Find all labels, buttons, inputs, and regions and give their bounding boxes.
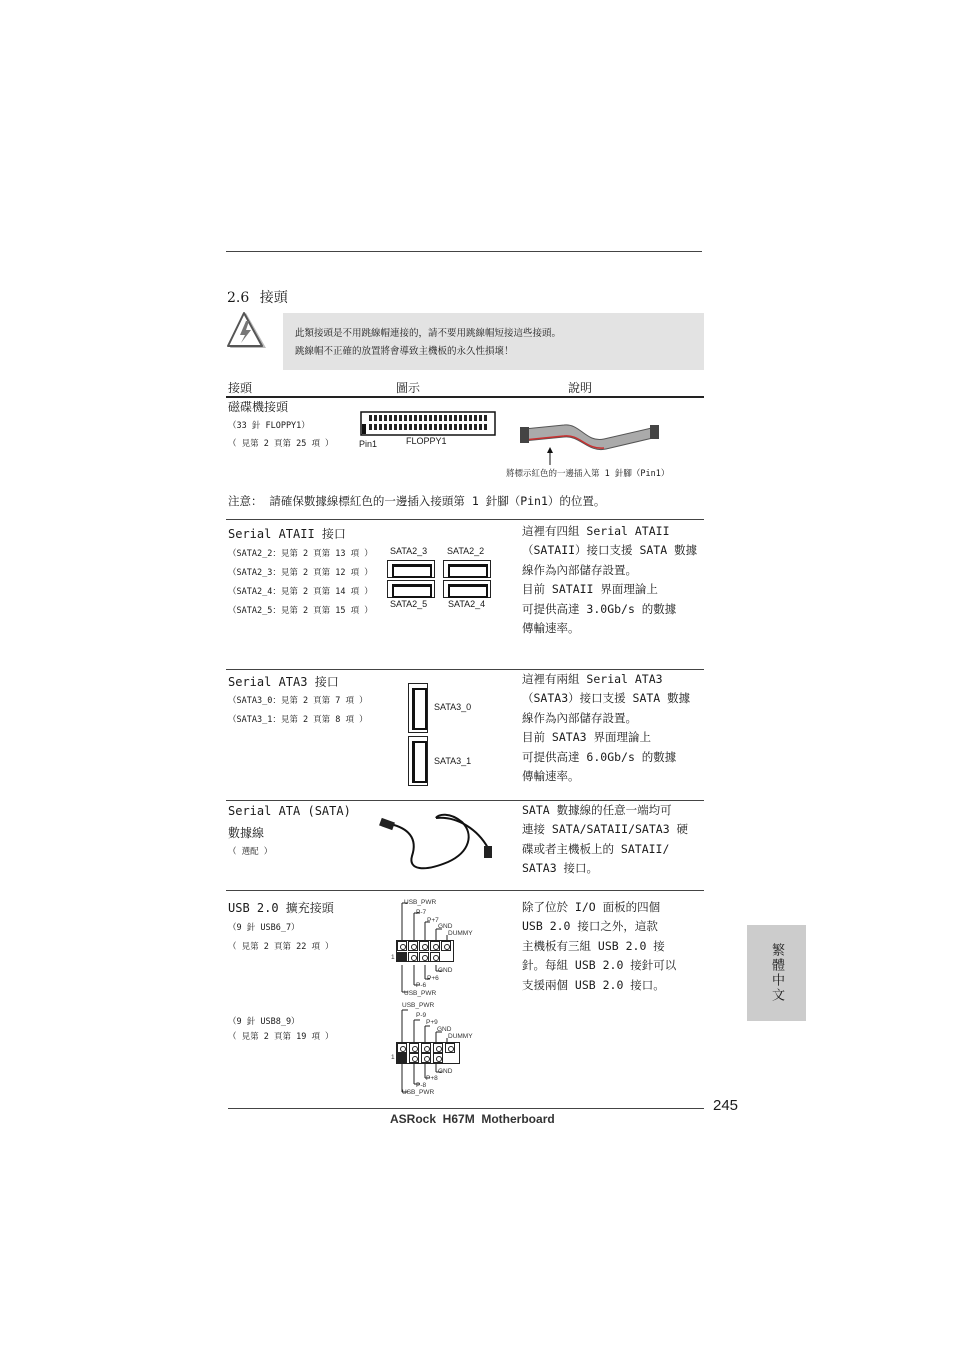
sata2-2-port	[443, 560, 491, 578]
warning-line-2: 跳線帽不正確的放置將會導致主機板的永久性損壞！	[295, 346, 514, 357]
usb6-7-pin	[419, 952, 429, 962]
header-connector: 接頭	[228, 381, 253, 395]
header-rule	[226, 396, 704, 398]
usb8-9-header-diagram	[390, 998, 500, 1102]
warning-box	[283, 313, 704, 370]
sata3-description: 這裡有兩組 Serial ATA3 （SATA3）接口支援 SATA 數據 線作為內部儲存設置。 目前 SATA3 界面理論上 可提供高達 6.0Gb/s 的數據 傳輸速率。	[522, 672, 691, 784]
sata-cable-description: SATA 數據線的任意一端均可 連接 SATA/SATAII/SATA3 硬 碟或者主機板上的 SATAII/ SATA3 接口。	[522, 803, 689, 876]
floppy-title: 磁碟機接頭	[228, 400, 289, 414]
usb8-9-top-label: P+9	[426, 1019, 438, 1026]
page-number: 245	[713, 1097, 739, 1114]
floppy-connector-label: FLOPPY1	[406, 436, 447, 446]
header-figure: 圖示	[396, 381, 421, 395]
sata-cable-image	[378, 810, 496, 872]
sata3-0-label: SATA3_0	[434, 702, 472, 712]
sata-cable-title-2: 數據線	[228, 826, 265, 840]
sataii-sub-1: （SATA2_2：見第 2 頁第 13 項 ）	[228, 549, 373, 559]
usb8-9-pin	[409, 1053, 419, 1063]
usb6-7-bottom-label: USB_PWR	[404, 990, 437, 997]
usb6-7-pin	[419, 941, 429, 951]
sataii-sub-4: （SATA2_5：見第 2 頁第 15 項 ）	[228, 606, 373, 616]
usb8-9-top-label: DUMMY	[448, 1033, 473, 1040]
sata3-1-label: SATA3_1	[434, 756, 472, 766]
usb6-7-top-label: P-7	[416, 909, 427, 916]
usb8-9-pin	[433, 1053, 443, 1063]
sata2-3-label: SATA2_3	[390, 546, 428, 556]
sata2-4-port	[443, 580, 491, 598]
usb8-9-bottom-label: USB_PWR	[402, 1089, 435, 1096]
sata3-0-port	[408, 683, 428, 733]
floppy-sub-1: （33 針 FLOPPY1）	[228, 421, 310, 431]
usb8-9-pin	[445, 1043, 455, 1053]
sata2-2-label: SATA2_2	[447, 546, 485, 556]
floppy-pin1-label: Pin1	[359, 439, 378, 449]
footer-product: ASRock H67M Motherboard	[390, 1112, 555, 1126]
language-side-tab	[747, 925, 806, 1021]
usb6-7-pin	[430, 952, 440, 962]
usb6-7-pin	[408, 952, 418, 962]
sata2-4-label: SATA2_4	[448, 599, 486, 609]
usb6-7-header-diagram	[390, 895, 500, 1005]
language-side-tab-label: 繁體中文	[769, 943, 784, 1003]
warning-line-1: 此類接頭是不用跳線帽連接的，請不要用跳線帽短接這些接頭。	[295, 328, 562, 339]
usb8-9-pin	[421, 1053, 431, 1063]
usb-sub-3: （9 針 USB8_9）	[228, 1017, 300, 1027]
floppy-sub-2: （ 見第 2 頁第 25 項 ）	[228, 439, 334, 449]
sataii-sub-3: （SATA2_4：見第 2 頁第 14 項 ）	[228, 587, 373, 597]
usb-sub-4: （ 見第 2 頁第 19 項 ）	[228, 1032, 334, 1042]
usb8-9-pin	[397, 1053, 407, 1063]
usb-description: 除了位於 I/O 面板的四個 USB 2.0 接口之外，這款 主機板有三組 USB 2.0 接 針。每組 USB 2.0 接針可以 支援兩個 USB 2.0 接口。	[522, 900, 677, 992]
usb-rule	[226, 890, 704, 891]
usb6-7-pin	[408, 941, 418, 951]
section-number: 2.6	[227, 290, 250, 306]
usb6-7-bottom-label: P-6	[416, 982, 427, 989]
section-title: 接頭	[259, 290, 288, 306]
floppy-note: 注意： 請確保數據線標紅色的一邊插入接頭第 1 針腳（Pin1）的位置。	[228, 494, 606, 508]
usb-sub-1: （9 針 USB6_7）	[228, 923, 300, 933]
usb6-7-bottom-label: P+6	[427, 975, 439, 982]
usb8-9-bottom-label: P-8	[416, 1082, 427, 1089]
usb6-7-top-label: USB_PWR	[404, 899, 437, 906]
usb8-9-top-label: GND	[437, 1026, 452, 1033]
usb6-7-pin	[397, 941, 407, 951]
usb6-7-pin	[397, 952, 407, 962]
sata2-5-port	[387, 580, 435, 598]
sataii-rule	[226, 519, 704, 520]
usb8-9-pin	[421, 1043, 431, 1053]
usb6-7-top-label: P+7	[427, 917, 439, 924]
usb8-9-top-label: P-9	[416, 1012, 427, 1019]
sata-cable-title-1: Serial ATA (SATA)	[228, 804, 351, 818]
usb8-9-bottom-label: GND	[438, 1068, 453, 1075]
sataii-description: 這裡有四組 Serial ATAII （SATAII）接口支援 SATA 數據 線作為內部儲存設置。 目前 SATAII 界面理論上 可提供高達 3.0Gb/s 的數據 傳輸速率。	[522, 524, 698, 636]
warning-icon	[226, 311, 270, 351]
usb8-9-pin	[397, 1043, 407, 1053]
usb8-9-pin	[433, 1043, 443, 1053]
usb6-7-pin	[430, 941, 440, 951]
floppy-cable-image	[520, 417, 660, 467]
sata3-sub-1: （SATA3_0：見第 2 頁第 7 項 ）	[228, 696, 368, 706]
sata-cable-sub: （ 選配 ）	[228, 847, 273, 857]
section-heading	[227, 287, 288, 307]
usb-sub-2: （ 見第 2 頁第 22 項 ）	[228, 942, 334, 952]
usb6-7-top-label: GND	[438, 923, 453, 930]
usb8-9-pin	[409, 1043, 419, 1053]
sata2-5-label: SATA2_5	[390, 599, 428, 609]
usb8-9-top-label: USB_PWR	[402, 1002, 435, 1009]
usb6-7-pin1-label: 1	[391, 954, 395, 961]
floppy-cable-caption: 將標示紅色的一邊插入第 1 針腳（Pin1）	[506, 469, 670, 479]
sata3-title: Serial ATA3 接口	[228, 675, 339, 689]
usb6-7-pin	[441, 941, 451, 951]
usb8-9-bottom-label: P+8	[426, 1075, 438, 1082]
top-rule	[226, 251, 702, 252]
sataii-sub-2: （SATA2_3：見第 2 頁第 12 項 ）	[228, 568, 373, 578]
usb8-9-pin1-label: 1	[391, 1054, 395, 1061]
header-description: 說明	[568, 381, 593, 395]
usb6-7-bottom-label: GND	[438, 967, 453, 974]
usb-title: USB 2.0 擴充接頭	[228, 901, 334, 915]
sata3-sub-2: （SATA3_1：見第 2 頁第 8 項 ）	[228, 715, 368, 725]
sata2-3-port	[387, 560, 435, 578]
sata3-1-port	[408, 736, 428, 786]
usb6-7-top-label: DUMMY	[448, 930, 473, 937]
sataii-title: Serial ATAII 接口	[228, 527, 346, 541]
footer-rule	[228, 1108, 704, 1109]
floppy-connector	[360, 411, 497, 437]
